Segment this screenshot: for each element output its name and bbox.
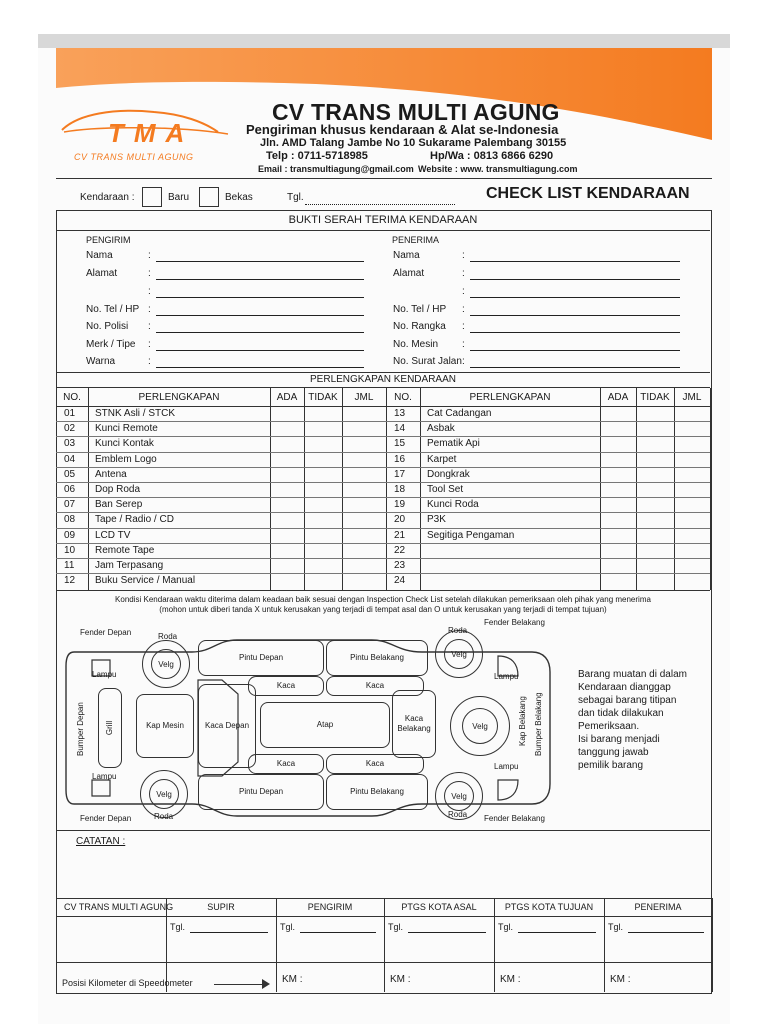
table-col-line [386,388,387,590]
check-cell[interactable] [342,406,386,421]
check-cell[interactable] [342,497,386,512]
check-cell[interactable] [600,497,636,512]
perlengkapan-top-line [56,372,710,373]
catatan-label: CATATAN : [76,836,126,847]
check-cell[interactable] [270,421,304,436]
velg-icon: Velg [444,781,474,811]
note-line: dan tidak dilakukan [578,708,664,719]
check-cell[interactable] [304,467,342,482]
pengirim-label: PENGIRIM [86,235,131,245]
velg-icon: Velg [151,649,181,679]
roda-rear-bottom: Roda [448,810,468,819]
row-number: 21 [394,529,406,541]
row-number: 22 [394,544,406,556]
kendaraan-label: Kendaraan : [80,192,135,203]
row-item: Antena [95,468,127,480]
atap[interactable]: Atap [260,702,390,748]
colon: : [148,268,151,279]
sig-header: CV TRANS MULTI AGUNG [64,902,174,912]
sig-tgl-label: Tgl. [608,922,624,932]
check-cell[interactable] [636,436,674,451]
wheel-rear-top[interactable] [435,630,483,678]
colon: : [462,250,465,261]
company-telp: Telp : 0711-5718985 [266,150,368,162]
kaca-belakang[interactable]: Kaca Belakang [392,690,436,758]
bekas-checkbox[interactable] [199,187,219,207]
row-item: Dop Roda [95,484,141,495]
colon: : [148,250,151,261]
row-number: 09 [64,529,76,541]
check-cell[interactable] [342,573,386,588]
check-cell[interactable] [636,452,674,467]
check-cell[interactable] [304,452,342,467]
check-cell[interactable] [342,512,386,527]
company-website: Website : www. transmultiagung.com [418,164,578,174]
row-item: Kunci Roda [427,499,479,511]
pengirim-field-input[interactable] [156,261,364,262]
sig-header: PTGS KOTA ASAL [401,902,477,912]
check-cell[interactable] [600,573,636,588]
row-number: 12 [64,575,76,587]
penerima-field-label: No. Rangka [393,321,446,332]
perlengkapan-title: PERLENGKAPAN KENDARAAN [310,374,456,385]
check-cell[interactable] [674,512,710,527]
row-number: 19 [394,499,406,511]
check-cell[interactable] [304,421,342,436]
velg-icon: Velg [462,708,498,744]
row-item: Cat Cadangan [427,408,492,419]
header-divider [56,178,712,179]
note-line: tanggung jawab [578,747,649,758]
penerima-field-input[interactable] [470,332,680,333]
check-cell[interactable] [304,497,342,512]
km-label: KM : [500,974,521,985]
row-number: 11 [64,560,75,571]
pintu-belakang-top[interactable]: Pintu Belakang [326,640,428,676]
arrow-head-icon [262,979,270,989]
row-number: 01 [64,408,76,419]
table-header-cell: NO. [63,392,81,403]
table-col-line [88,388,89,590]
check-cell[interactable] [674,436,710,451]
table-header-cell: NO. [394,392,412,403]
pengirim-field-label: No. Tel / HP [86,304,140,315]
check-cell[interactable] [674,421,710,436]
table-header-cell: TIDAK [308,392,338,403]
km-label: KM : [610,974,631,985]
check-cell[interactable] [674,452,710,467]
bumper-belakang[interactable]: Bumper Belakang [534,692,543,756]
table-header-cell: JML [354,392,374,403]
lampu-rear-top: Lampu [494,672,519,681]
kaca-depan[interactable]: Kaca Depan [198,684,256,768]
tgl-field[interactable] [305,204,455,205]
penerima-field-input[interactable] [470,315,680,316]
check-cell[interactable] [342,528,386,543]
table-header-cell: ADA [276,392,298,403]
colon: : [462,304,465,315]
sig-col-line [604,898,605,992]
row-item: Pematik Api [427,438,480,450]
km-label: KM : [390,974,411,985]
check-cell[interactable] [304,573,342,588]
check-cell[interactable] [304,543,342,558]
row-number: 14 [394,423,406,435]
colon: : [462,268,465,279]
kondisi-line1: Kondisi Kendaraan waktu diterima dalam keadaan baik sesuai dengan Inspection Check List setelah dilakukan pemeriksaan oleh pihak yang menerima [115,595,651,604]
catatan-top-line [56,830,710,831]
check-cell[interactable] [636,467,674,482]
check-cell[interactable] [600,406,636,421]
colon: : [148,356,151,367]
row-item: Kunci Kontak [95,438,154,450]
lampu-front-top: Lampu [92,670,117,679]
check-cell[interactable] [600,467,636,482]
lampu-rear-bottom: Lampu [494,762,519,771]
row-item: Dongkrak [427,468,470,480]
fender-belakang-bottom: Fender Belakang [484,814,545,823]
check-cell[interactable] [636,543,674,558]
row-item: P3K [427,514,446,526]
check-cell[interactable] [342,436,386,451]
kaca-front-bottom[interactable]: Kaca [248,754,324,774]
check-cell[interactable] [270,558,304,573]
check-cell[interactable] [674,497,710,512]
kondisi-line2: (mohon untuk diberi tanda X untuk kerusakan yang terjadi di tempat asal dan O untuk kerusakan yang terjadi di tempat tujuan) [159,605,607,614]
check-cell[interactable] [674,543,710,558]
table-col-line [420,388,421,590]
wheel-front-bottom[interactable] [140,770,188,818]
row-item: Tape / Radio / CD [95,514,174,526]
pengirim-field-input[interactable] [156,279,364,280]
row-number: 17 [394,468,406,480]
penerima-field-label: Nama [393,250,420,261]
row-item: Kunci Remote [95,423,158,435]
colon: : [148,286,151,297]
sig-tgl-field[interactable] [628,932,704,933]
check-cell[interactable] [600,436,636,451]
perlengkapan-bottom-line [56,590,710,591]
table-header-cell: PERLENGKAPAN [138,392,220,403]
check-cell[interactable] [270,512,304,527]
penerima-field-input[interactable] [470,297,680,298]
logo-subtext: CV TRANS MULTI AGUNG [74,152,194,162]
pengirim-field-label: Nama [86,250,113,261]
table-col-line [56,388,57,590]
row-item: Karpet [427,453,457,465]
check-cell[interactable] [270,406,304,421]
roda-rear-top: Roda [448,626,468,635]
fender-belakang-top: Fender Belakang [484,618,545,627]
roda-front-bottom: Roda [154,812,174,821]
check-cell[interactable] [304,436,342,451]
check-cell[interactable] [674,406,710,421]
check-cell[interactable] [636,497,674,512]
row-number: 02 [64,423,76,435]
check-cell[interactable] [636,573,674,588]
sig-header: PENGIRIM [307,902,353,912]
check-cell[interactable] [270,436,304,451]
velg-icon: Velg [444,639,474,669]
check-cell[interactable] [342,467,386,482]
row-item: Asbak [427,423,455,435]
pengirim-field-label: Warna [86,356,116,367]
colon: : [148,321,151,332]
row-number: 24 [394,575,406,587]
row-item: STNK Asli / STCK [95,408,176,419]
check-cell[interactable] [304,512,342,527]
kap-belakang[interactable]: Kap Belakang [518,696,527,746]
check-cell[interactable] [674,528,710,543]
kaca-front-top[interactable]: Kaca [248,676,324,696]
pengirim-field-input[interactable] [156,297,364,298]
check-cell[interactable] [600,452,636,467]
check-cell[interactable] [600,512,636,527]
wheel-front-top[interactable] [142,640,190,688]
baru-checkbox[interactable] [142,187,162,207]
checklist-title: CHECK LIST KENDARAAN [486,185,690,202]
check-cell[interactable] [304,406,342,421]
kap-mesin[interactable]: Kap Mesin [136,694,194,758]
check-cell[interactable] [600,558,636,573]
sig-col-line [276,898,277,992]
company-tagline: Pengiriman khusus kendaraan & Alat se-Indonesia [246,122,559,137]
row-item: LCD TV [95,529,131,541]
fender-depan-top: Fender Depan [80,628,132,637]
roda-front-top: Roda [158,632,178,641]
check-cell[interactable] [270,452,304,467]
logo-text: TMA [108,118,195,148]
check-cell[interactable] [270,497,304,512]
penerima-field-label: Alamat [393,268,425,279]
check-cell[interactable] [342,452,386,467]
sig-tgl-label: Tgl. [280,922,296,932]
check-cell[interactable] [270,467,304,482]
penerima-field-label: No. Mesin [393,339,439,350]
sig-header: PTGS KOTA TUJUAN [504,902,594,912]
row-number: 16 [394,453,406,465]
check-cell[interactable] [270,528,304,543]
row-number: 03 [64,438,76,450]
check-cell[interactable] [636,512,674,527]
table-header-cell: TIDAK [640,392,670,403]
penerima-field-input[interactable] [470,367,680,368]
sig-tgl-label: Tgl. [388,922,404,932]
row-number: 15 [394,438,406,450]
wheel-rear-side[interactable] [450,696,510,756]
check-cell[interactable] [342,543,386,558]
note-line: sebagai barang titipan [578,695,677,706]
row-item: Emblem Logo [95,453,157,465]
pintu-belakang-bottom[interactable]: Pintu Belakang [326,774,428,810]
row-number: 07 [64,499,76,511]
table-header-cell: JML [682,392,702,403]
kaca-rear-top[interactable]: Kaca [326,676,424,696]
row-number: 06 [64,484,76,495]
company-address: Jln. AMD Talang Jambe No 10 Sukarame Palembang 30155 [260,137,567,149]
row-number: 08 [64,514,76,526]
colon: : [462,286,465,297]
check-cell[interactable] [600,421,636,436]
row-number: 05 [64,468,76,480]
pengirim-field-label: Alamat [86,268,118,279]
check-cell[interactable] [636,421,674,436]
note-line: Barang muatan di dalam [578,669,687,680]
grill[interactable]: Grill [98,688,122,768]
note-line: Pemeriksaan. [578,721,640,732]
sig-header: SUPIR [207,902,235,912]
check-cell[interactable] [674,467,710,482]
pengirim-field-input[interactable] [156,350,364,351]
bekas-label: Bekas [225,192,253,203]
row-number: 20 [394,514,406,526]
company-email: Email : transmultiagung@gmail.com [258,164,414,174]
row-item: Buku Service / Manual [95,575,196,587]
penerima-field-label: No. Surat Jalan [393,356,462,367]
table-header-cell: ADA [607,392,629,403]
colon: : [462,321,465,332]
check-cell[interactable] [342,421,386,436]
lampu-front-bottom: Lampu [92,772,117,781]
sig-col-line [384,898,385,992]
pengirim-field-input[interactable] [156,367,364,368]
sig-col-line [712,898,713,992]
company-hp: Hp/Wa : 0813 6866 6290 [430,150,554,162]
row-number: 23 [394,560,406,571]
check-cell[interactable] [270,482,304,497]
check-cell[interactable] [636,482,674,497]
kaca-rear-bottom[interactable]: Kaca [326,754,424,774]
row-item: Remote Tape [95,544,155,556]
row-item: Ban Serep [95,499,143,511]
note-line: Isi barang menjadi [578,734,660,745]
check-cell[interactable] [304,528,342,543]
bukti-title: BUKTI SERAH TERIMA KENDARAAN [288,214,478,226]
perlengkapan-title-line [56,387,710,388]
bumper-depan[interactable]: Bumper Depan [76,702,85,756]
km-label: KM : [282,974,303,985]
row-number: 04 [64,453,76,465]
arrow-right-icon [214,984,266,985]
check-cell[interactable] [674,482,710,497]
pintu-depan-bottom[interactable]: Pintu Depan [198,774,324,810]
check-cell[interactable] [304,558,342,573]
cargo-note [578,668,687,772]
check-cell[interactable] [600,482,636,497]
sig-tgl-field[interactable] [190,932,268,933]
sig-tgl-field[interactable] [408,932,486,933]
sig-tgl-label: Tgl. [170,922,186,932]
paper-top-edge [38,34,730,48]
catatan-field[interactable] [76,880,686,881]
bukti-divider [56,230,710,231]
colon: : [148,339,151,350]
penerima-field-input[interactable] [470,261,680,262]
pengirim-field-label: No. Polisi [86,321,129,332]
note-line: Kendaraan dianggap [578,682,671,693]
row-number: 10 [64,544,76,556]
pengirim-field-input[interactable] [156,315,364,316]
colon: : [462,339,465,350]
row-item: Tool Set [427,484,464,495]
pintu-depan-top[interactable]: Pintu Depan [198,640,324,676]
colon: : [148,304,151,315]
penerima-field-label: No. Tel / HP [393,304,447,315]
sig-col-line [494,898,495,992]
pengirim-field-input[interactable] [156,332,364,333]
check-cell[interactable] [270,543,304,558]
note-line: pemilik barang [578,760,644,771]
pengirim-field-label: Merk / Tipe [86,339,136,350]
check-cell[interactable] [636,558,674,573]
penerima-label: PENERIMA [392,235,440,245]
row-number: 13 [394,408,406,419]
company-name: CV TRANS MULTI AGUNG [272,99,560,125]
posisi-km-label: Posisi Kilometer di Speedometer [62,978,193,988]
penerima-field-input[interactable] [470,350,680,351]
row-number: 18 [394,484,406,495]
penerima-field-input[interactable] [470,279,680,280]
check-cell[interactable] [636,406,674,421]
sig-tgl-label: Tgl. [498,922,514,932]
table-col-line [710,388,711,590]
fender-depan-bottom: Fender Depan [80,814,132,823]
velg-icon: Velg [149,779,179,809]
row-item: Jam Terpasang [95,560,164,571]
check-cell[interactable] [304,482,342,497]
check-cell[interactable] [342,482,386,497]
sig-tgl-field[interactable] [300,932,376,933]
sig-header: PENERIMA [634,902,682,912]
colon: : [462,356,465,367]
check-cell[interactable] [636,528,674,543]
table-header-cell: PERLENGKAPAN [469,392,551,403]
check-cell[interactable] [600,528,636,543]
sig-tgl-field[interactable] [518,932,596,933]
check-cell[interactable] [270,573,304,588]
check-cell[interactable] [674,573,710,588]
check-cell[interactable] [342,558,386,573]
row-item: Segitiga Pengaman [427,529,515,541]
baru-label: Baru [168,192,190,203]
tgl-label: Tgl. [287,192,304,203]
check-cell[interactable] [674,558,710,573]
check-cell[interactable] [600,543,636,558]
